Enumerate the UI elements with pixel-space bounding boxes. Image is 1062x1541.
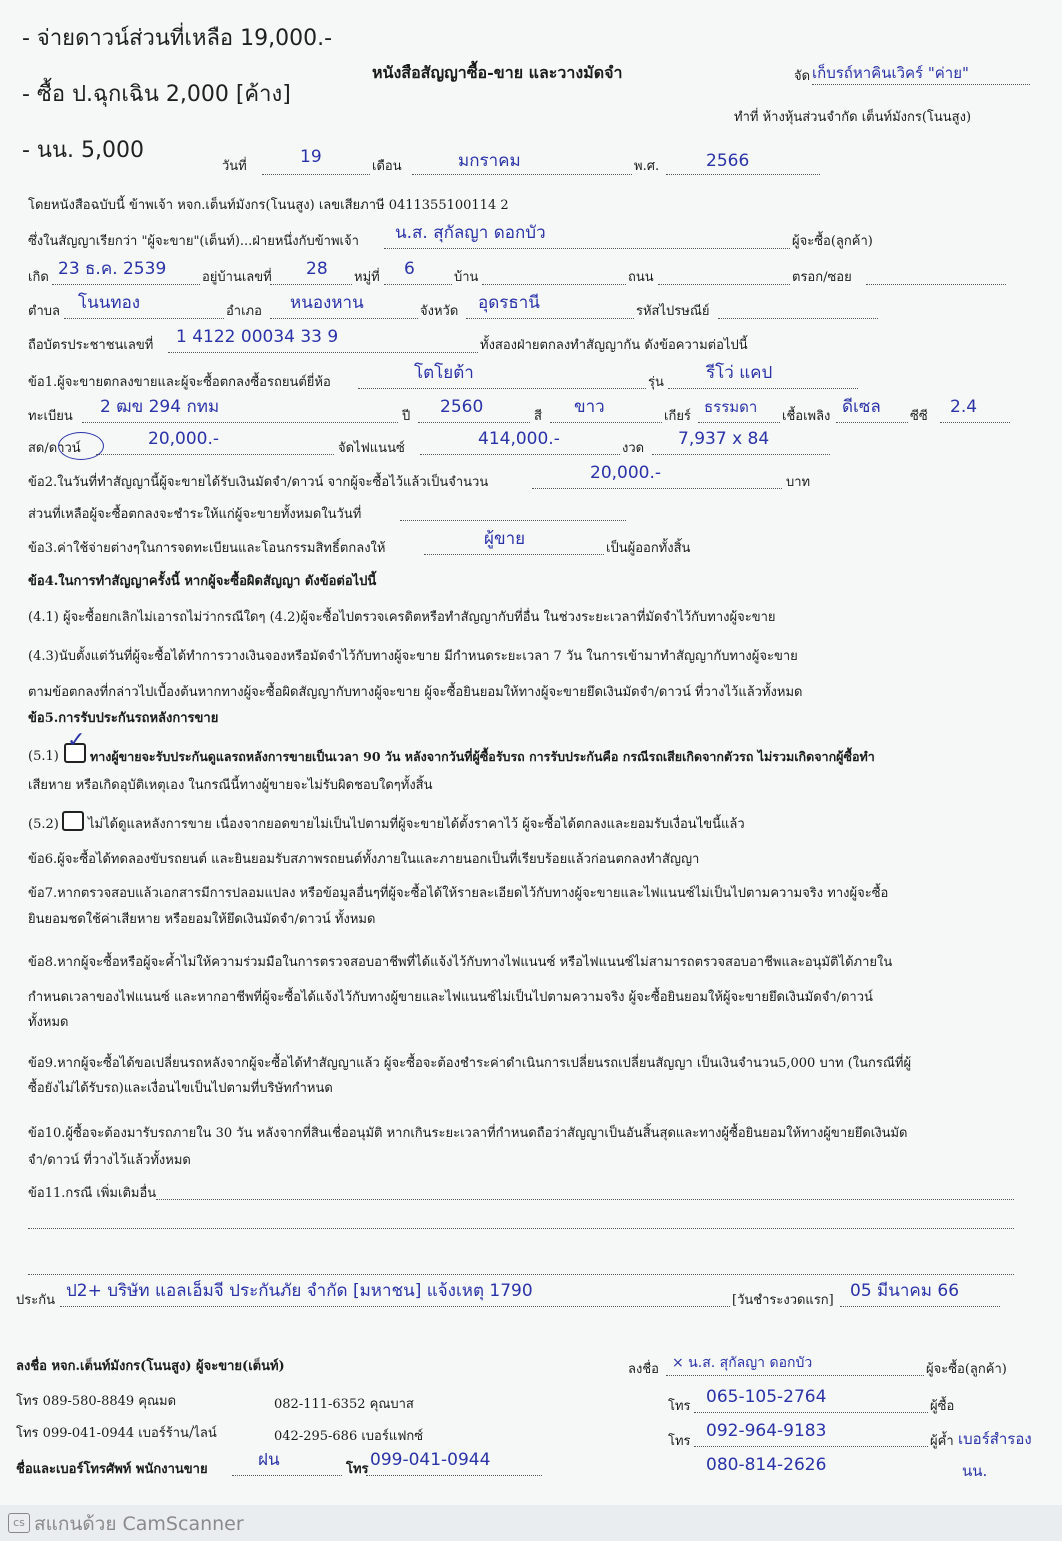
clause-1-label: ข้อ1.ผู้จะขายตกลงขายและผู้จะซื้อตกลงซื้อรถยนต์ยี่ห้อ [28, 375, 331, 390]
contract-place: ทำที่ ห้างหุ้นส่วนจำกัด เต็นท์มังกร(โนนสูง) [734, 110, 972, 125]
year-label: พ.ศ. [634, 159, 660, 174]
clause-2-amount: 20,000.- [590, 463, 662, 483]
zip-label: รหัสไปรษณีย์ [636, 304, 710, 319]
moo-line [384, 284, 452, 285]
clause-10-line-2: จำ/ดาวน์ ที่วางไว้แล้วทั้งหมด [28, 1153, 191, 1168]
installment-value: 7,937 x 84 [678, 429, 770, 449]
buyer-tel-2-note: เบอร์สำรอง [958, 1430, 1032, 1448]
car-year-line [418, 422, 530, 423]
installment-label: งวด [622, 441, 645, 456]
camscanner-watermark: สแกนด้วย CamScanner [34, 1513, 244, 1535]
tambon-line [64, 318, 224, 319]
clause-3-value: ผู้ขาย [484, 529, 526, 549]
color-label: สี [534, 409, 542, 424]
house-label: อยู่บ้านเลขที่ [202, 270, 272, 285]
amphoe-label: อำเภอ [226, 304, 262, 319]
clause-5-1-text: ทางผู้ขายจะรับประกันดูแลรถหลังการขายเป็นเวลา 90 วัน หลังจากวันที่ผู้ซื้อรับรถ การรับประกันคือ กรณีรถเสียเกิดจากตัวรถ ไม่รวมเกิดจากผู้ซื้อทำ [90, 749, 875, 764]
house-line [270, 284, 352, 285]
fuel-label: เชื้อเพลิง [782, 409, 831, 424]
buyer-tel-2: 092-964-9183 [706, 1421, 827, 1441]
id-suffix: ทั้งสองฝ่ายตกลงทำสัญญากัน ดังข้อความต่อไปนี้ [480, 338, 748, 353]
first-due-label: [วันชำระงวดแรก] [732, 1293, 834, 1308]
moo-label: หมู่ที่ [354, 270, 380, 285]
clause-4-3: (4.3)นับตั้งแต่วันที่ผู้จะซื้อได้ทำการวางเงินจองหรือมัดจำไว้กับทางผู้จะขาย มีกำหนดระยะเวลา 7 วัน ในการเข้ามาทำสัญญากับทางผู้จะขาย [28, 649, 798, 664]
province-value: อุดรธานี [478, 293, 540, 313]
plate-label: ทะเบียน [28, 409, 73, 424]
clause-6: ข้อ6.ผู้จะซื้อได้ทดลองขับรถยนต์ และยินยอมรับสภาพรถยนต์ทั้งภายในและภายนอกเป็นที่เรียบร้อยแล้วก่อนตกลงทำสัญญา [28, 852, 700, 867]
car-year: 2560 [440, 397, 484, 417]
buyer-tel-2-suffix: ผู้ค้ำ [930, 1434, 954, 1449]
tambon-label: ตำบล [28, 304, 60, 319]
clause-11-line-2 [28, 1228, 1014, 1229]
clause-2-unit: บาท [786, 475, 811, 490]
amphoe-value: หนองหาน [290, 293, 364, 313]
year-line [666, 174, 820, 175]
born-label: เกิด [28, 270, 49, 285]
clause-5-2-checkbox[interactable] [62, 811, 84, 831]
id-line [168, 352, 478, 353]
buyer-tel-1: 065-105-2764 [706, 1387, 827, 1407]
buyer-name-line [384, 248, 790, 249]
clause-9-line-2: ซื้อยังไม่ได้รับรถ)และเงื่อนไขเป็นไปตามที่บริษัทกำหนด [28, 1081, 333, 1096]
born-line [52, 284, 200, 285]
clause-2-text: ข้อ2.ในวันที่ทำสัญญานี้ผู้จะขายได้รับเงินมัดจำ/ดาวน์ จากผู้จะซื้อไว้แล้วเป็นจำนวน [28, 475, 489, 490]
buyer-tel-label-1: โทร [668, 1399, 691, 1414]
month-line [412, 174, 632, 175]
month-label: เดือน [372, 159, 402, 174]
clause-9-line-1: ข้อ9.หากผู้จะซื้อได้ขอเปลี่ยนรถหลังจากผู้จะซื้อได้ทำสัญญาแล้ว ผู้จะซื้อจะต้องชำระค่าดำเนินการเปลี่ยนรถเปลี่ยนสัญญา เป็นเงินจำนวน5,000 บาท (ในกรณีที่ผู้ [28, 1056, 912, 1071]
moo-value: 6 [404, 259, 415, 279]
clause-11-line-3 [28, 1274, 1014, 1275]
clause-3-line [424, 554, 604, 555]
staff-tel-line [366, 1475, 542, 1476]
seller-tel-2: 082-111-6352 คุณบาส [274, 1397, 414, 1412]
camscanner-logo-icon: cs [8, 1513, 30, 1533]
down-line [96, 454, 334, 455]
car-fuel-line [836, 422, 908, 423]
buyer-sign-suffix: ผู้จะซื้อ(ลูกค้า) [926, 1362, 1007, 1377]
buyer-signature-line [666, 1375, 924, 1376]
road-label: ถนน [628, 270, 654, 285]
insurance-line [60, 1306, 730, 1307]
buyer-tel-2-line [694, 1446, 928, 1447]
finance-line [420, 454, 620, 455]
clause-5-2-number: (5.2) [28, 817, 59, 832]
buyer-tel-1-line [694, 1412, 928, 1413]
tambon-value: โนนทอง [78, 293, 141, 313]
staff-tel: 099-041-0944 [370, 1450, 491, 1470]
car-color: ขาว [574, 397, 605, 417]
down-label: สด/ดาวน์ [28, 441, 81, 456]
first-due-value: 05 มีนาคม 66 [850, 1281, 960, 1301]
made-at-value: เก็บรถ์หาคินเวิคร์ "ค่าย" [812, 64, 969, 82]
note-line-2: - ซื้อ ป.ฉุกเฉิน 2,000 [ค้าง] [22, 82, 291, 107]
buyer-suffix: ผู้จะซื้อ(ลูกค้า) [792, 234, 873, 249]
province-line [466, 318, 634, 319]
clause-8-line-3: ทั้งหมด [28, 1015, 69, 1030]
scanner-footer [0, 1505, 1062, 1541]
clause-7-line-2: ยินยอมชดใช้ค่าเสียหาย หรือยอมให้ยึดเงินมัดจำ/ดาวน์ ทั้งหมด [28, 912, 376, 927]
clause-10-line-1: ข้อ10.ผู้ซื้อจะต้องมารับรถภายใน 30 วัน หลังจากที่สินเชื่ออนุมัติ หากเกินระยะเวลาที่กำหนดถือว่าสัญญาเป็นอันสิ้นสุดและทางผู้ซื้อยินยอมให้ทางผู้ขายยึดเงินมัด [28, 1126, 908, 1141]
installment-line [652, 454, 830, 455]
car-brand: โตโยต้า [414, 363, 474, 383]
seller-tel-3: โทร 099-041-0944 เบอร์ร้าน/ไลน์ [16, 1426, 217, 1441]
car-gear-line [698, 422, 780, 423]
buyer-tel-3-note: นน. [962, 1462, 988, 1480]
insurance-label: ประกัน [16, 1293, 55, 1308]
insurance-value: ป2+ บริษัท แอลเอ็มจี ประกันภัย จำกัด [มหาชน] แจ้งเหตุ 1790 [66, 1281, 533, 1301]
clause-7-line-1: ข้อ7.หากตรวจสอบแล้วเอกสารมีการปลอมแปลง หรือข้อมูลอื่นๆที่ผู้จะซื้อได้ให้รายละเอียดไว้กับทางผู้จะขายและไฟแนนซ์ไม่เป็นไปตามความจริง ทางผู้จะซื้อ [28, 886, 889, 901]
road-line [658, 284, 790, 285]
first-due-line [840, 1306, 1000, 1307]
clause-5-1-text-cont: เสียหาย หรือเกิดอุบัติเหตุเอง ในกรณีนี้ทางผู้ขายจะไม่รับผิดชอบใดๆทั้งสิ้น [28, 778, 433, 793]
zip-line [718, 318, 878, 319]
staff-name-line [232, 1475, 342, 1476]
month-value: มกราคม [458, 151, 521, 171]
buyer-prefix: ซึ่งในสัญญาเรียกว่า "ผู้จะขาย"(เต็นท์)...ฝ่ายหนึ่งกับข้าพเจ้า [28, 234, 359, 249]
car-gear: ธรรมดา [704, 398, 758, 416]
model-label: รุ่น [648, 375, 664, 390]
finance-label: จัดไฟแนนซ์ [338, 441, 405, 456]
clause-3-text: ข้อ3.ค่าใช้จ่ายต่างๆในการจดทะเบียนและโอนกรรมสิทธิ์ตกลงให้ [28, 541, 386, 556]
car-plate: 2 ฒข 294 กทม [100, 397, 220, 417]
car-year-label: ปี [402, 409, 411, 424]
staff-tel-label: โทร [346, 1462, 369, 1477]
clause-4-1: (4.1) ผู้จะซื้อยกเลิกไม่เอารถไม่ว่ากรณีใดๆ (4.2)ผู้จะซื้อไปตรวจเครดิตหรือทำสัญญากับที่อื่น ในช่วงระยะเวลาที่มัดจำไว้กับทางผู้จะขาย [28, 610, 776, 625]
car-cc-line [940, 422, 1010, 423]
born-value: 23 ธ.ค. 2539 [58, 259, 167, 279]
intro-text: โดยหนังสือฉบับนี้ ข้าพเจ้า หจก.เต็นท์มังกร(โนนสูง) เลขเสียภาษี 0411355100114 2 [28, 198, 509, 213]
clause-3-suffix: เป็นผู้ออกทั้งสิ้น [606, 541, 691, 556]
id-value: 1 4122 00034 33 9 [176, 327, 339, 347]
clause-5-2-text: ไม่ได้ดูแลหลังการขาย เนื่องจากยอดขายไม่เป็นไปตามที่ผู้จะขายได้ตั้งราคาไว้ ผู้จะซื้อได้ตกลงและยอมรับเงื่อนไขนี้แล้ว [88, 817, 745, 832]
province-label: จังหวัด [420, 304, 459, 319]
clause-5-heading: ข้อ5.การรับประกันรถหลังการขาย [28, 711, 219, 726]
clause-4-heading: ข้อ4.ในการทำสัญญาครั้งนี้ หากผู้จะซื้อผิดสัญญา ดังข้อต่อไปนี้ [28, 574, 377, 589]
car-fuel: ดีเซล [842, 397, 881, 417]
clause-4-4: ตามข้อตกลงที่กล่าวไปเบื้องต้นหากทางผู้จะซื้อผิดสัญญากับทางผู้จะขาย ผู้จะซื้อยินยอมให้ทางผู้จะขายยึดเงินมัดจำ/ดาวน์ ที่วางไว้แล้วทั้งหมด [28, 685, 803, 700]
clause-5-1-number: (5.1) [28, 749, 59, 764]
clause-2-remainder: ส่วนที่เหลือผู้จะซื้อตกลงจะชำระให้แก่ผู้จะขายทั้งหมดในวันที่ [28, 507, 362, 522]
down-amount: 20,000.- [148, 429, 220, 449]
buyer-name: น.ส. สุกัลญา ดอกบัว [395, 223, 546, 243]
house-value: 28 [306, 259, 328, 279]
day-value: 19 [300, 147, 322, 167]
village-line [482, 284, 626, 285]
soi-label: ตรอก/ซอย [792, 270, 852, 285]
staff-label: ชื่อและเบอร์โทรศัพท์ พนักงานขาย [16, 1462, 208, 1477]
clause-11-line-1 [156, 1199, 1014, 1200]
clause-11: ข้อ11.กรณี เพิ่มเติมอื่น [28, 1186, 157, 1201]
buyer-sign-label: ลงชื่อ [628, 1362, 659, 1377]
clause-8-line-2: กำหนดเวลาของไฟแนนซ์ และหากอาชีพที่ผู้จะซื้อได้แจ้งไว้กับทางผู้ขายและไฟแนนซ์ไม่เป็นไปตามความจริง ผู้จะซื้อยินยอมให้ผู้จะขายยึดเงินมัดจำ/ดาวน์ [28, 990, 873, 1005]
soi-line [866, 284, 1006, 285]
car-cc: 2.4 [950, 397, 978, 417]
down-circle-mark [58, 432, 104, 460]
buyer-tel-label-2: โทร [668, 1434, 691, 1449]
clause-2-date-line [400, 520, 626, 521]
check-mark-icon: ✓ [67, 728, 86, 753]
year-value: 2566 [706, 151, 750, 171]
car-plate-line [82, 422, 398, 423]
buyer-signature: × น.ส. สุกัลญา ดอกบัว [672, 1355, 813, 1371]
village-label: บ้าน [454, 270, 479, 285]
amphoe-line [270, 318, 418, 319]
car-model: รีโว่ แคป [706, 363, 773, 383]
finance-amount: 414,000.- [478, 429, 560, 449]
document-title: หนังสือสัญญาซื้อ-ขาย และวางมัดจำ [372, 63, 623, 82]
clause-2-amount-line [532, 488, 782, 489]
made-at-line [812, 84, 1030, 85]
staff-name: ฝน [258, 1450, 280, 1470]
buyer-tel-3: 080-814-2626 [706, 1455, 827, 1475]
car-brand-line [358, 388, 646, 389]
seller-sign-label: ลงชื่อ หจก.เต็นท์มังกร(โนนสูง) ผู้จะขาย(เต็นท์) [16, 1359, 285, 1374]
note-line-1: - จ่ายดาวน์ส่วนที่เหลือ 19,000.- [22, 26, 333, 51]
seller-tel-1: โทร 089-580-8849 คุณมด [16, 1394, 177, 1409]
seller-tel-4: 042-295-686 เบอร์แฟกซ์ [274, 1429, 424, 1444]
buyer-tel-1-suffix: ผู้ซื้อ [930, 1399, 955, 1414]
car-model-line [668, 388, 858, 389]
clause-8-line-1: ข้อ8.หากผู้จะซื้อหรือผู้จะค้ำไม่ให้ความร่วมมือในการตรวจสอบอาชีพที่ได้แจ้งไว้กับทางไฟแนนซ์ หรือไฟแนนซ์ไม่สามารถตรวจสอบอาชีพและอนุมัติได้ภายใน [28, 955, 893, 970]
made-at-label: จัด [794, 69, 811, 84]
note-line-3: - นน. 5,000 [22, 138, 144, 163]
car-color-line [550, 422, 662, 423]
day-line [262, 174, 370, 175]
gear-label: เกียร์ [664, 409, 691, 424]
id-label: ถือบัตรประชาชนเลขที่ [28, 338, 154, 353]
cc-label: ซีซี [910, 409, 928, 424]
day-label: วันที่ [222, 159, 247, 174]
